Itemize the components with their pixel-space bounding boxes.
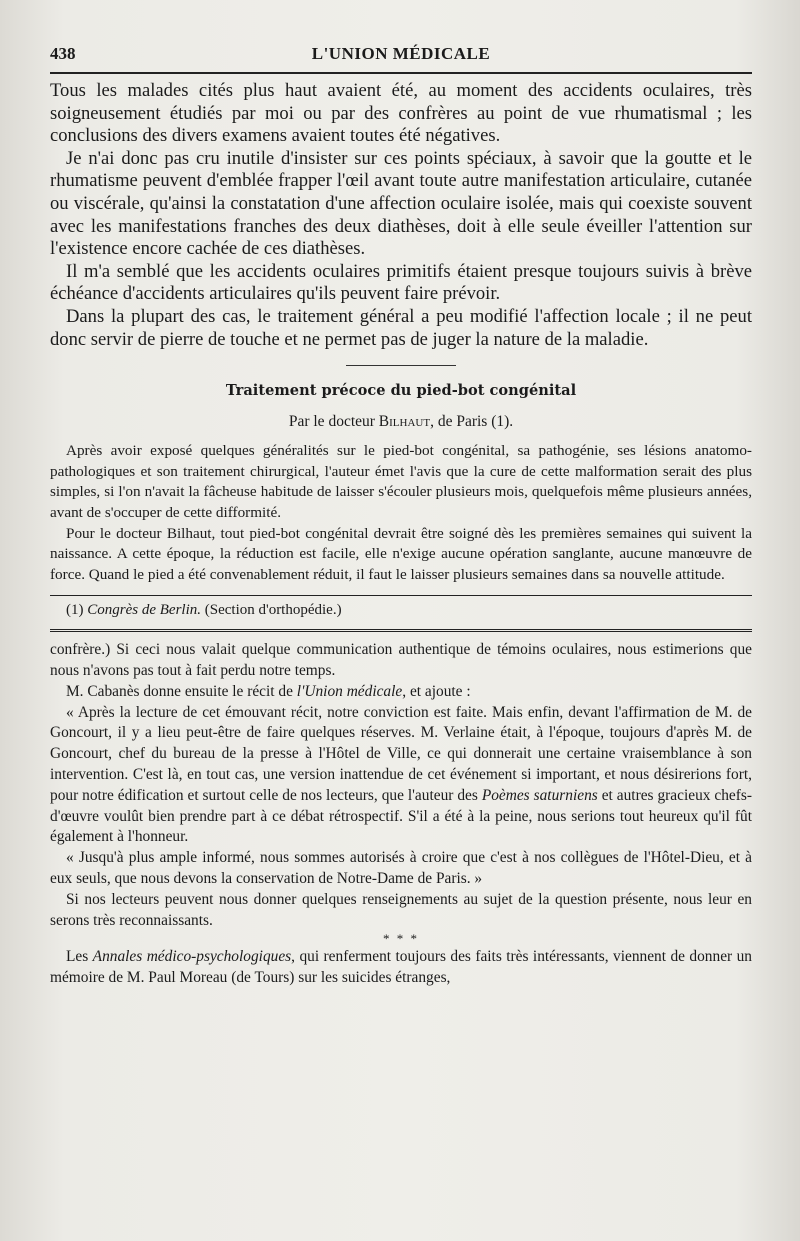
intro-text (50, 80, 752, 351)
running-title: L'UNION MÉDICALE (311, 44, 491, 63)
byline-suffix: , de Paris (1). (430, 413, 514, 431)
section-divider (50, 629, 752, 632)
separator-rule (346, 365, 456, 366)
paragraph: Pour le docteur Bilhaut, tout pied-bot congénital devrait être soigné dès les premières semaines qui suivent la naissance. A cette époque, la réduction est facile, elle n'exige aucune opération sanglante, aucune manœuvre de force. Quand le pied a été convenablement réduit, il faut le laisser plusieurs semaines dans sa nouvelle attitude. (50, 524, 752, 583)
header-rule (50, 72, 752, 74)
paragraph: Après avoir exposé quelques généralités sur le pied-bot congénital, sa pathogénie, ses lésions anatomo-pathologiques et son traitement chirurgical, l'auteur émet l'avis que la cure de cette malformation serait des plus simples, si l'on n'avait la fâcheuse habitude de laisser s'écouler plusieurs mois, quelquefois même plusieurs années, avant de s'occuper de cette difformité. (50, 442, 752, 521)
paragraph: confrère.) Si ceci nous valait quelque communication authentique de témoins oculaires, nous estimerions que nous n'avons pas tout à fait perdu notre temps. (50, 641, 752, 680)
paragraph: Tous les malades cités plus haut avaient été, au moment des accidents oculaires, très soigneusement étudiés par moi ou par des confrères au point de vue rhumatismal ; les conclusions des divers examens avaient toutes été négatives. (50, 80, 752, 147)
paragraph: Les Annales médico-psychologiques, qui renferment toujours des faits très intéressants, viennent de donner un mémoire de M. Paul Moreau (de Tours) sur les suicides étranges, (50, 948, 752, 987)
footnote-rule (50, 595, 752, 596)
paragraph: Dans la plupart des cas, le traitement général a peu modifié l'affection locale ; il ne peut donc servir de pierre de touche et ne permet pas de juger la nature de la maladie. (50, 305, 752, 350)
paragraph: « Après la lecture de cet émouvant récit, notre conviction est faite. Mais enfin, devant l'affirmation de M. de Goncourt, il y a lieu peut-être de faire quelques réserves. M. Verlaine était, à l'époque, toujours d'après M. de Goncourt, chef du bureau de la presse à l'Hôtel de Ville, ce qui donnerait une certaine vraisemblance à son intervention. C'est là, en tout cas, une version inattendue de cet événement si important, et nous désirerions fort, pour notre édification et surtout celle de nos lecteurs, que l'auteur des Poèmes saturniens et autres gracieux chefs-d'œuvre voulût bien prendre part à ce débat rétrospectif. S'il a été à la peine, nous serions tout heureux qu'il fût également à l'honneur. (50, 703, 753, 846)
lower-text (50, 640, 752, 989)
paragraph: « Jusqu'à plus ample informé, nous sommes autorisés à croire que c'est à nos collègues de l'Hôtel-Dieu, et à eux seuls, que nous devons la conservation de Notre-Dame de Paris. » (50, 849, 752, 888)
footnote (50, 602, 752, 619)
section-title: Traitement précoce du pied-bot congénital (225, 382, 577, 400)
asterism: * * * (383, 931, 419, 947)
paragraph: M. Cabanès donne ensuite le récit de l'Union médicale, et ajoute : (66, 682, 471, 700)
footnote-source: Congrès de Berlin. (87, 602, 201, 619)
page-header (50, 38, 752, 66)
footnote-marker: (1) (66, 602, 84, 619)
paragraph: Si nos lecteurs peuvent nous donner quelques renseignements au sujet de la question présente, nous leur en serons très reconnaissants. (50, 890, 752, 929)
footnote-text: (Section d'orthopédie.) (201, 602, 342, 619)
section-body (50, 441, 752, 585)
page-number: 438 (50, 44, 76, 63)
paragraph: Il m'a semblé que les accidents oculaires primitifs étaient presque toujours suivis à brève échéance d'accidents articulaires qu'ils peuvent faire prévoir. (50, 260, 752, 305)
paragraph: Je n'ai donc pas cru inutile d'insister sur ces points spéciaux, à savoir que la goutte et le rhumatisme peuvent d'emblée frapper l'œil avant toute autre manifestation articulaire, cutanée ou viscérale, qu'ainsi la constatation d'une affection oculaire isolée, mais qui coexiste souvent avec les manifestations franches des deux diathèses, doit à elle seule éveiller l'attention sur l'existence encore cachée de ces diathèses. (50, 147, 752, 260)
byline (50, 413, 752, 431)
author-name: Bilhaut (378, 413, 431, 431)
byline-prefix: Par le docteur (288, 413, 375, 431)
